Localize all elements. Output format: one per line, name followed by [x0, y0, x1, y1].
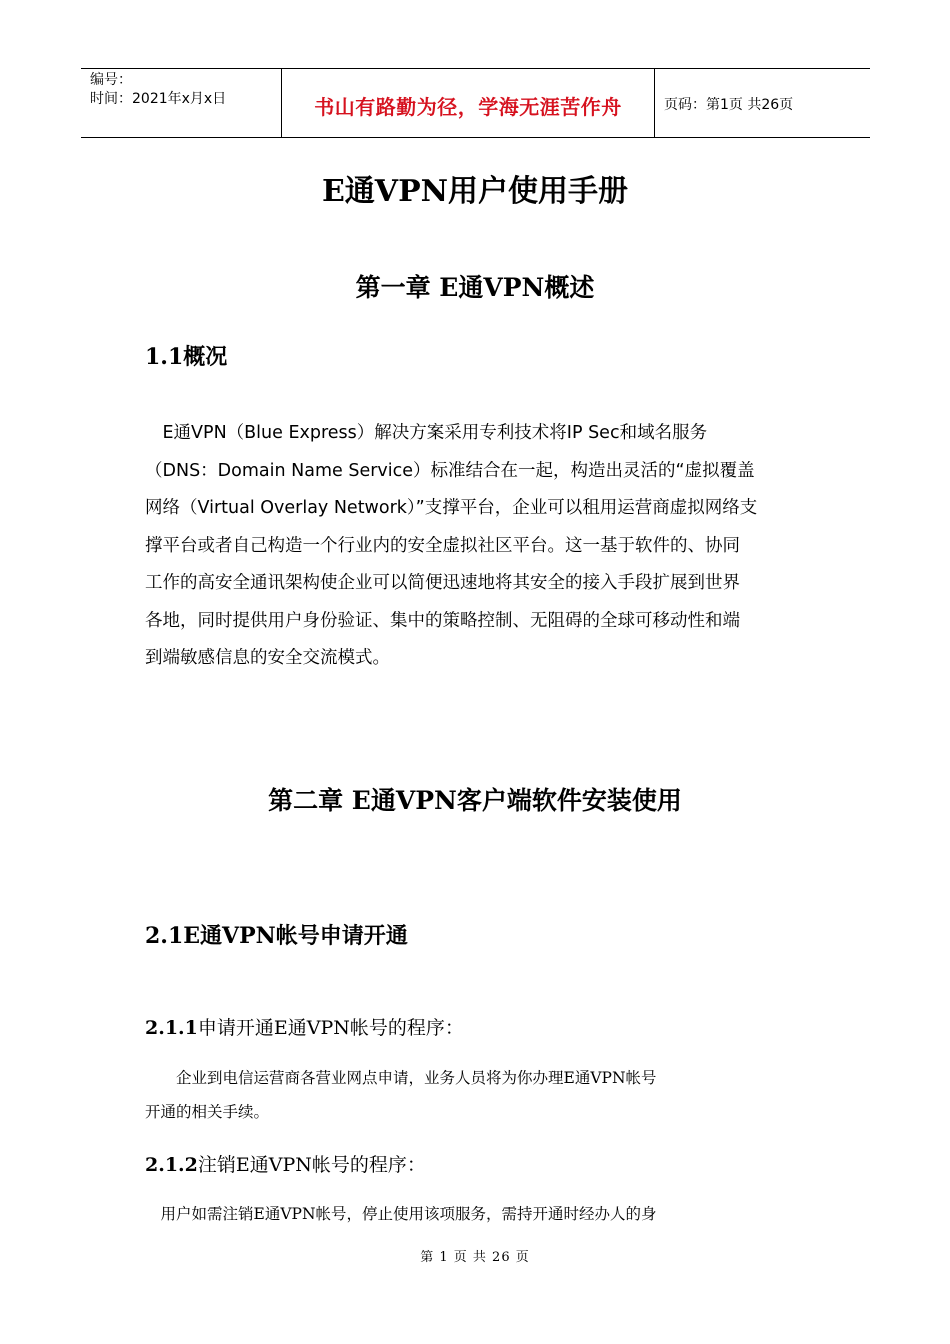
overview-paragraph	[145, 415, 807, 678]
subsection-number: 2.1.2	[145, 1154, 198, 1176]
header-page-cell	[655, 69, 870, 137]
paragraph-line: 用户如需注销E通VPN帐号，停止使用该项服务，需持开通时经办人的身	[145, 1205, 657, 1223]
paragraph-line: 网络（Virtual Overlay Network）”支撑平台，企业可以租用运营商虚拟网络支	[145, 498, 758, 518]
page-footer: 第 1 页 共 26 页	[420, 1250, 530, 1265]
motto-text: 书山有路勤为径，学海无涯苦作舟	[314, 95, 622, 119]
section-1-1-heading: 1.1概况	[145, 344, 228, 370]
chapter1-title: 第一章 E通VPN概述	[355, 273, 595, 302]
paragraph-line: 开通的相关手续。	[145, 1103, 270, 1121]
number-label: 编号：	[90, 72, 132, 88]
paragraph-line: 企业到电信运营商各营业网点申请，业务人员将为你办理E通VPN帐号	[145, 1069, 657, 1087]
document-title: E通VPN用户使用手册	[321, 174, 629, 209]
page-info: 页码：第1页 共26页	[664, 97, 794, 113]
paragraph-line: （DNS：Domain Name Service）标准结合在一起，构造出灵活的“虚拟覆盖	[145, 460, 755, 481]
subsection-title: 申请开通E通VPN帐号的程序：	[197, 1017, 464, 1039]
subsection-2-1-1-heading	[145, 1013, 464, 1040]
subsection-2-1-1-paragraph	[145, 1061, 807, 1129]
section-2-1-heading: 2.1E通VPN帐号申请开通	[145, 923, 408, 949]
paragraph-line: E通VPN（Blue Express）解决方案采用专利技术将IP Sec和域名服务	[145, 423, 708, 443]
subsection-number: 2.1.1	[145, 1017, 198, 1039]
time-label: 时间：2021年x月x日	[90, 91, 227, 107]
header-meta-cell	[81, 69, 282, 137]
subsection-title: 注销E通VPN帐号的程序：	[197, 1154, 426, 1176]
paragraph-line: 工作的高安全通讯架构使企业可以简便迅速地将其安全的接入手段扩展到世界	[145, 573, 740, 593]
chapter2-title: 第二章 E通VPN客户端软件安装使用	[268, 786, 682, 815]
subsection-2-1-2-paragraph	[145, 1197, 807, 1231]
header-motto-cell	[282, 69, 655, 137]
paragraph-line: 撑平台或者自己构造一个行业内的安全虚拟社区平台。这一基于软件的、协同	[145, 535, 740, 556]
document-header	[81, 68, 870, 138]
subsection-2-1-2-heading	[145, 1150, 426, 1177]
paragraph-line: 各地，同时提供用户身份验证、集中的策略控制、无阻碍的全球可移动性和端	[145, 610, 740, 631]
paragraph-line: 到端敏感信息的安全交流模式。	[145, 648, 390, 668]
